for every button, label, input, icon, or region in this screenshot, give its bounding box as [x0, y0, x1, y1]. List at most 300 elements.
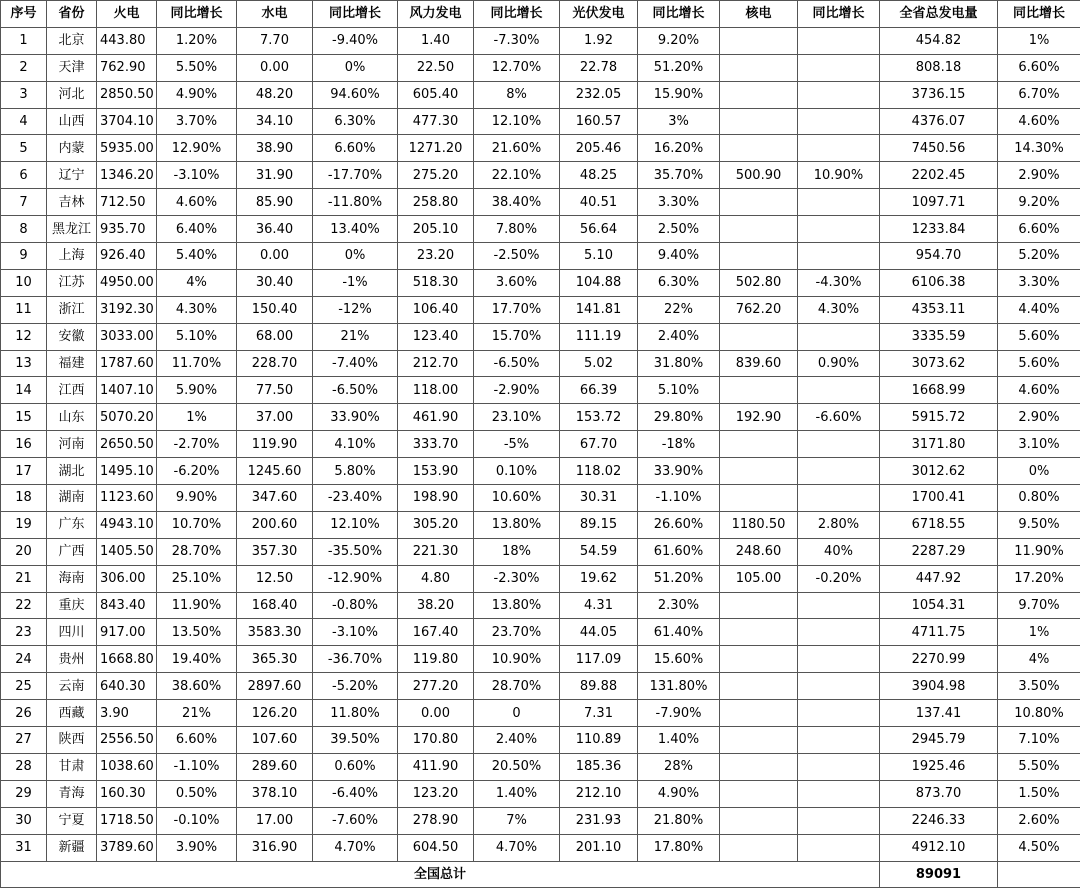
cell-col-thermal-growth: 5.50%: [157, 54, 237, 81]
cell-col-thermal: 762.90: [97, 54, 157, 81]
cell-col-solar-growth: 1.40%: [638, 727, 720, 754]
cell-col-hydro: 85.90: [237, 189, 313, 216]
cell-col-nuclear-growth: [798, 458, 880, 485]
cell-col-solar-growth: 15.90%: [638, 81, 720, 108]
cell-col-solar: 5.02: [560, 350, 638, 377]
cell-col-index: 1: [1, 27, 47, 54]
cell-col-wind: 1.40: [398, 27, 474, 54]
cell-col-index: 29: [1, 780, 47, 807]
cell-col-index: 26: [1, 700, 47, 727]
cell-col-nuclear: [720, 216, 798, 243]
cell-col-thermal-growth: 5.90%: [157, 377, 237, 404]
cell-col-wind: 22.50: [398, 54, 474, 81]
cell-col-nuclear: 105.00: [720, 565, 798, 592]
cell-col-thermal-growth: -2.70%: [157, 431, 237, 458]
cell-col-hydro: 347.60: [237, 485, 313, 512]
table-row: [1, 538, 1080, 565]
cell-col-nuclear: 500.90: [720, 162, 798, 189]
cell-col-wind: 1271.20: [398, 135, 474, 162]
cell-col-index: 14: [1, 377, 47, 404]
cell-col-thermal-growth: 6.40%: [157, 216, 237, 243]
cell-col-total: 2945.79: [880, 727, 998, 754]
cell-col-total: 4912.10: [880, 834, 998, 861]
cell-col-nuclear-growth: 2.80%: [798, 511, 880, 538]
cell-col-wind-growth: 23.10%: [474, 404, 560, 431]
cell-col-nuclear: [720, 323, 798, 350]
cell-col-thermal: 4950.00: [97, 269, 157, 296]
cell-col-solar-growth: -7.90%: [638, 700, 720, 727]
cell-col-nuclear-growth: 4.30%: [798, 296, 880, 323]
cell-col-total-growth: 1%: [998, 619, 1080, 646]
cell-col-thermal: 2650.50: [97, 431, 157, 458]
cell-col-solar: 205.46: [560, 135, 638, 162]
cell-col-total-growth: 5.60%: [998, 350, 1080, 377]
cell-col-total-growth: 5.20%: [998, 243, 1080, 270]
cell-col-nuclear-growth: 10.90%: [798, 162, 880, 189]
cell-col-hydro: 228.70: [237, 350, 313, 377]
cell-col-total: 4353.11: [880, 296, 998, 323]
cell-col-nuclear-growth: [798, 431, 880, 458]
cell-col-hydro-growth: -0.80%: [313, 592, 398, 619]
cell-col-thermal-growth: -1.10%: [157, 753, 237, 780]
cell-col-thermal: 1495.10: [97, 458, 157, 485]
cell-col-thermal-growth: -6.20%: [157, 458, 237, 485]
cell-col-hydro: 126.20: [237, 700, 313, 727]
cell-col-hydro-growth: 39.50%: [313, 727, 398, 754]
cell-col-hydro-growth: 21%: [313, 323, 398, 350]
cell-col-index: 9: [1, 243, 47, 270]
table-row: [1, 296, 1080, 323]
cell-col-total-growth: 0%: [998, 458, 1080, 485]
cell-col-total-growth: 17.20%: [998, 565, 1080, 592]
cell-col-total-growth: 2.60%: [998, 807, 1080, 834]
cell-col-nuclear: [720, 727, 798, 754]
cell-col-wind-growth: -2.90%: [474, 377, 560, 404]
cell-col-solar: 89.88: [560, 673, 638, 700]
cell-col-thermal-growth: 21%: [157, 700, 237, 727]
cell-col-solar-growth: 28%: [638, 753, 720, 780]
cell-col-solar-growth: 9.40%: [638, 243, 720, 270]
cell-col-nuclear-growth: [798, 753, 880, 780]
cell-col-wind-growth: 8%: [474, 81, 560, 108]
cell-col-hydro-growth: -6.50%: [313, 377, 398, 404]
cell-col-solar: 66.39: [560, 377, 638, 404]
cell-col-total-growth: 2.90%: [998, 162, 1080, 189]
cell-col-thermal: 2850.50: [97, 81, 157, 108]
cell-col-solar: 5.10: [560, 243, 638, 270]
table-row: [1, 404, 1080, 431]
cell-col-thermal: 843.40: [97, 592, 157, 619]
cell-col-hydro: 0.00: [237, 54, 313, 81]
cell-col-solar: 117.09: [560, 646, 638, 673]
cell-col-wind-growth: 23.70%: [474, 619, 560, 646]
cell-col-wind: 605.40: [398, 81, 474, 108]
cell-col-total: 1054.31: [880, 592, 998, 619]
cell-col-thermal: 4943.10: [97, 511, 157, 538]
cell-col-nuclear-growth: [798, 780, 880, 807]
cell-col-total-growth: 9.70%: [998, 592, 1080, 619]
cell-col-province: 青海: [47, 780, 97, 807]
table-row: [1, 54, 1080, 81]
cell-col-total: 5915.72: [880, 404, 998, 431]
cell-col-thermal: 3789.60: [97, 834, 157, 861]
cell-col-index: 5: [1, 135, 47, 162]
cell-col-total-growth: 4.60%: [998, 108, 1080, 135]
cell-col-wind-growth: 12.70%: [474, 54, 560, 81]
cell-col-wind: 275.20: [398, 162, 474, 189]
cell-col-wind: 604.50: [398, 834, 474, 861]
table-body: [1, 27, 1080, 861]
cell-col-wind-growth: 21.60%: [474, 135, 560, 162]
cell-col-total: 4376.07: [880, 108, 998, 135]
cell-col-nuclear: 502.80: [720, 269, 798, 296]
cell-col-province: 安徽: [47, 323, 97, 350]
cell-col-wind-growth: 12.10%: [474, 108, 560, 135]
cell-col-nuclear: [720, 377, 798, 404]
table-row: [1, 377, 1080, 404]
cell-col-hydro-growth: 4.70%: [313, 834, 398, 861]
cell-col-wind: 153.90: [398, 458, 474, 485]
header-col-thermal-growth: 同比增长: [157, 1, 237, 28]
total-growth: [998, 861, 1080, 888]
cell-col-province: 重庆: [47, 592, 97, 619]
cell-col-thermal: 1718.50: [97, 807, 157, 834]
table-row: [1, 269, 1080, 296]
cell-col-solar: 1.92: [560, 27, 638, 54]
cell-col-solar: 44.05: [560, 619, 638, 646]
cell-col-index: 15: [1, 404, 47, 431]
cell-col-index: 17: [1, 458, 47, 485]
cell-col-wind-growth: 0: [474, 700, 560, 727]
cell-col-index: 10: [1, 269, 47, 296]
table-row: [1, 431, 1080, 458]
cell-col-thermal: 712.50: [97, 189, 157, 216]
cell-col-solar-growth: 16.20%: [638, 135, 720, 162]
cell-col-wind-growth: 7.80%: [474, 216, 560, 243]
cell-col-wind-growth: 10.90%: [474, 646, 560, 673]
cell-col-province: 陕西: [47, 727, 97, 754]
total-value: 89091: [880, 861, 998, 888]
cell-col-thermal: 3192.30: [97, 296, 157, 323]
table-row: [1, 511, 1080, 538]
cell-col-hydro-growth: 6.60%: [313, 135, 398, 162]
cell-col-hydro: 34.10: [237, 108, 313, 135]
cell-col-nuclear-growth: [798, 81, 880, 108]
cell-col-wind: 305.20: [398, 511, 474, 538]
table-row: [1, 135, 1080, 162]
cell-col-solar-growth: 2.40%: [638, 323, 720, 350]
cell-col-solar-growth: 4.90%: [638, 780, 720, 807]
cell-col-thermal: 1123.60: [97, 485, 157, 512]
cell-col-province: 北京: [47, 27, 97, 54]
cell-col-total: 137.41: [880, 700, 998, 727]
header-col-wind: 风力发电: [398, 1, 474, 28]
cell-col-index: 12: [1, 323, 47, 350]
cell-col-solar: 118.02: [560, 458, 638, 485]
cell-col-thermal-growth: -0.10%: [157, 807, 237, 834]
cell-col-province: 河南: [47, 431, 97, 458]
cell-col-nuclear: [720, 619, 798, 646]
cell-col-wind: 118.00: [398, 377, 474, 404]
cell-col-total-growth: 1%: [998, 27, 1080, 54]
cell-col-hydro-growth: 13.40%: [313, 216, 398, 243]
cell-col-total-growth: 9.50%: [998, 511, 1080, 538]
cell-col-solar: 54.59: [560, 538, 638, 565]
cell-col-nuclear: [720, 431, 798, 458]
cell-col-hydro-growth: 6.30%: [313, 108, 398, 135]
cell-col-solar: 160.57: [560, 108, 638, 135]
header-col-wind-growth: 同比增长: [474, 1, 560, 28]
cell-col-province: 宁夏: [47, 807, 97, 834]
cell-col-nuclear: 248.60: [720, 538, 798, 565]
cell-col-hydro-growth: -6.40%: [313, 780, 398, 807]
cell-col-hydro: 357.30: [237, 538, 313, 565]
cell-col-total-growth: 5.50%: [998, 753, 1080, 780]
cell-col-thermal: 306.00: [97, 565, 157, 592]
cell-col-nuclear: [720, 108, 798, 135]
cell-col-province: 四川: [47, 619, 97, 646]
cell-col-total-growth: 2.90%: [998, 404, 1080, 431]
cell-col-nuclear: [720, 673, 798, 700]
cell-col-total: 2270.99: [880, 646, 998, 673]
cell-col-index: 13: [1, 350, 47, 377]
cell-col-index: 21: [1, 565, 47, 592]
cell-col-hydro-growth: 11.80%: [313, 700, 398, 727]
cell-col-province: 贵州: [47, 646, 97, 673]
cell-col-wind: 205.10: [398, 216, 474, 243]
cell-col-province: 福建: [47, 350, 97, 377]
cell-col-thermal: 2556.50: [97, 727, 157, 754]
cell-col-solar-growth: 3.30%: [638, 189, 720, 216]
cell-col-total-growth: 1.50%: [998, 780, 1080, 807]
cell-col-province: 广西: [47, 538, 97, 565]
cell-col-nuclear: [720, 189, 798, 216]
cell-col-nuclear: [720, 135, 798, 162]
cell-col-solar: 56.64: [560, 216, 638, 243]
table-row: [1, 700, 1080, 727]
table-row: [1, 727, 1080, 754]
cell-col-total-growth: 0.80%: [998, 485, 1080, 512]
total-row: [1, 861, 1080, 888]
cell-col-solar: 111.19: [560, 323, 638, 350]
table-row: [1, 592, 1080, 619]
cell-col-solar-growth: 61.40%: [638, 619, 720, 646]
cell-col-wind-growth: -5%: [474, 431, 560, 458]
cell-col-province: 上海: [47, 243, 97, 270]
cell-col-wind: 477.30: [398, 108, 474, 135]
cell-col-total: 1233.84: [880, 216, 998, 243]
cell-col-hydro-growth: 33.90%: [313, 404, 398, 431]
cell-col-nuclear: 192.90: [720, 404, 798, 431]
cell-col-wind-growth: 4.70%: [474, 834, 560, 861]
header-row: [1, 1, 1080, 28]
cell-col-thermal-growth: 3.70%: [157, 108, 237, 135]
cell-col-thermal-growth: 6.60%: [157, 727, 237, 754]
table-row: [1, 189, 1080, 216]
cell-col-thermal-growth: 0.50%: [157, 780, 237, 807]
cell-col-total: 3736.15: [880, 81, 998, 108]
cell-col-wind-growth: 38.40%: [474, 189, 560, 216]
table-row: [1, 807, 1080, 834]
cell-col-wind: 123.20: [398, 780, 474, 807]
cell-col-wind-growth: 13.80%: [474, 592, 560, 619]
cell-col-total-growth: 4%: [998, 646, 1080, 673]
cell-col-hydro: 3583.30: [237, 619, 313, 646]
cell-col-wind-growth: -2.50%: [474, 243, 560, 270]
cell-col-nuclear-growth: -6.60%: [798, 404, 880, 431]
cell-col-wind-growth: -6.50%: [474, 350, 560, 377]
cell-col-index: 24: [1, 646, 47, 673]
cell-col-total: 2287.29: [880, 538, 998, 565]
cell-col-province: 广东: [47, 511, 97, 538]
cell-col-total-growth: 9.20%: [998, 189, 1080, 216]
cell-col-total-growth: 4.40%: [998, 296, 1080, 323]
cell-col-thermal: 926.40: [97, 243, 157, 270]
cell-col-total: 1097.71: [880, 189, 998, 216]
cell-col-thermal-growth: 4.90%: [157, 81, 237, 108]
cell-col-total-growth: 4.50%: [998, 834, 1080, 861]
cell-col-total: 7450.56: [880, 135, 998, 162]
cell-col-wind: 119.80: [398, 646, 474, 673]
header-col-solar-growth: 同比增长: [638, 1, 720, 28]
cell-col-nuclear: [720, 243, 798, 270]
cell-col-total: 454.82: [880, 27, 998, 54]
cell-col-thermal-growth: 1%: [157, 404, 237, 431]
cell-col-wind: 198.90: [398, 485, 474, 512]
cell-col-hydro-growth: 12.10%: [313, 511, 398, 538]
cell-col-wind-growth: -7.30%: [474, 27, 560, 54]
cell-col-index: 8: [1, 216, 47, 243]
cell-col-total: 3171.80: [880, 431, 998, 458]
cell-col-wind: 167.40: [398, 619, 474, 646]
cell-col-hydro: 316.90: [237, 834, 313, 861]
cell-col-hydro-growth: 4.10%: [313, 431, 398, 458]
cell-col-thermal: 1668.80: [97, 646, 157, 673]
cell-col-province: 河北: [47, 81, 97, 108]
cell-col-index: 20: [1, 538, 47, 565]
cell-col-solar-growth: 31.80%: [638, 350, 720, 377]
cell-col-province: 江西: [47, 377, 97, 404]
cell-col-province: 吉林: [47, 189, 97, 216]
cell-col-thermal: 640.30: [97, 673, 157, 700]
cell-col-nuclear: [720, 834, 798, 861]
cell-col-thermal-growth: -3.10%: [157, 162, 237, 189]
cell-col-province: 甘肃: [47, 753, 97, 780]
table-row: [1, 485, 1080, 512]
cell-col-wind-growth: 28.70%: [474, 673, 560, 700]
cell-col-solar-growth: 15.60%: [638, 646, 720, 673]
cell-col-solar-growth: 51.20%: [638, 565, 720, 592]
cell-col-nuclear-growth: [798, 807, 880, 834]
cell-col-solar: 110.89: [560, 727, 638, 754]
cell-col-index: 6: [1, 162, 47, 189]
cell-col-hydro: 378.10: [237, 780, 313, 807]
cell-col-province: 江苏: [47, 269, 97, 296]
cell-col-nuclear: 1180.50: [720, 511, 798, 538]
cell-col-index: 22: [1, 592, 47, 619]
cell-col-thermal-growth: 5.40%: [157, 243, 237, 270]
cell-col-thermal: 1346.20: [97, 162, 157, 189]
cell-col-wind-growth: 20.50%: [474, 753, 560, 780]
cell-col-hydro-growth: -9.40%: [313, 27, 398, 54]
cell-col-total: 447.92: [880, 565, 998, 592]
cell-col-hydro: 17.00: [237, 807, 313, 834]
cell-col-total-growth: 7.10%: [998, 727, 1080, 754]
cell-col-thermal-growth: 12.90%: [157, 135, 237, 162]
cell-col-nuclear-growth: 0.90%: [798, 350, 880, 377]
cell-col-province: 西藏: [47, 700, 97, 727]
cell-col-nuclear: [720, 458, 798, 485]
cell-col-hydro-growth: 94.60%: [313, 81, 398, 108]
cell-col-wind: 411.90: [398, 753, 474, 780]
cell-col-wind-growth: 3.60%: [474, 269, 560, 296]
cell-col-nuclear-growth: -0.20%: [798, 565, 880, 592]
cell-col-wind-growth: 7%: [474, 807, 560, 834]
cell-col-solar: 19.62: [560, 565, 638, 592]
table-row: [1, 780, 1080, 807]
cell-col-wind: 0.00: [398, 700, 474, 727]
table-row: [1, 753, 1080, 780]
cell-col-solar: 67.70: [560, 431, 638, 458]
cell-col-thermal: 917.00: [97, 619, 157, 646]
cell-col-nuclear-growth: [798, 646, 880, 673]
cell-col-province: 湖南: [47, 485, 97, 512]
cell-col-nuclear: [720, 81, 798, 108]
cell-col-total: 1668.99: [880, 377, 998, 404]
cell-col-hydro: 289.60: [237, 753, 313, 780]
cell-col-wind-growth: 22.10%: [474, 162, 560, 189]
cell-col-total: 1925.46: [880, 753, 998, 780]
cell-col-solar: 153.72: [560, 404, 638, 431]
cell-col-solar: 22.78: [560, 54, 638, 81]
cell-col-total-growth: 3.30%: [998, 269, 1080, 296]
cell-col-thermal: 1407.10: [97, 377, 157, 404]
cell-col-nuclear: [720, 780, 798, 807]
cell-col-wind-growth: 10.60%: [474, 485, 560, 512]
cell-col-total: 3904.98: [880, 673, 998, 700]
cell-col-solar-growth: 33.90%: [638, 458, 720, 485]
cell-col-solar: 201.10: [560, 834, 638, 861]
cell-col-thermal: 443.80: [97, 27, 157, 54]
table-row: [1, 81, 1080, 108]
header-col-total-growth: 同比增长: [998, 1, 1080, 28]
cell-col-hydro: 31.90: [237, 162, 313, 189]
cell-col-nuclear-growth: [798, 834, 880, 861]
cell-col-solar-growth: 51.20%: [638, 54, 720, 81]
cell-col-index: 3: [1, 81, 47, 108]
cell-col-province: 内蒙: [47, 135, 97, 162]
cell-col-nuclear-growth: [798, 216, 880, 243]
cell-col-thermal-growth: 4.60%: [157, 189, 237, 216]
cell-col-thermal: 1038.60: [97, 753, 157, 780]
cell-col-hydro: 12.50: [237, 565, 313, 592]
header-col-province: 省份: [47, 1, 97, 28]
cell-col-wind-growth: 15.70%: [474, 323, 560, 350]
cell-col-hydro-growth: -12%: [313, 296, 398, 323]
cell-col-hydro: 2897.60: [237, 673, 313, 700]
cell-col-nuclear-growth: [798, 189, 880, 216]
cell-col-solar-growth: 6.30%: [638, 269, 720, 296]
cell-col-nuclear-growth: [798, 54, 880, 81]
cell-col-total-growth: 6.60%: [998, 54, 1080, 81]
header-col-index: 序号: [1, 1, 47, 28]
cell-col-thermal-growth: 5.10%: [157, 323, 237, 350]
cell-col-total: 6718.55: [880, 511, 998, 538]
table-row: [1, 350, 1080, 377]
cell-col-hydro: 7.70: [237, 27, 313, 54]
cell-col-solar-growth: 2.50%: [638, 216, 720, 243]
cell-col-nuclear: [720, 592, 798, 619]
